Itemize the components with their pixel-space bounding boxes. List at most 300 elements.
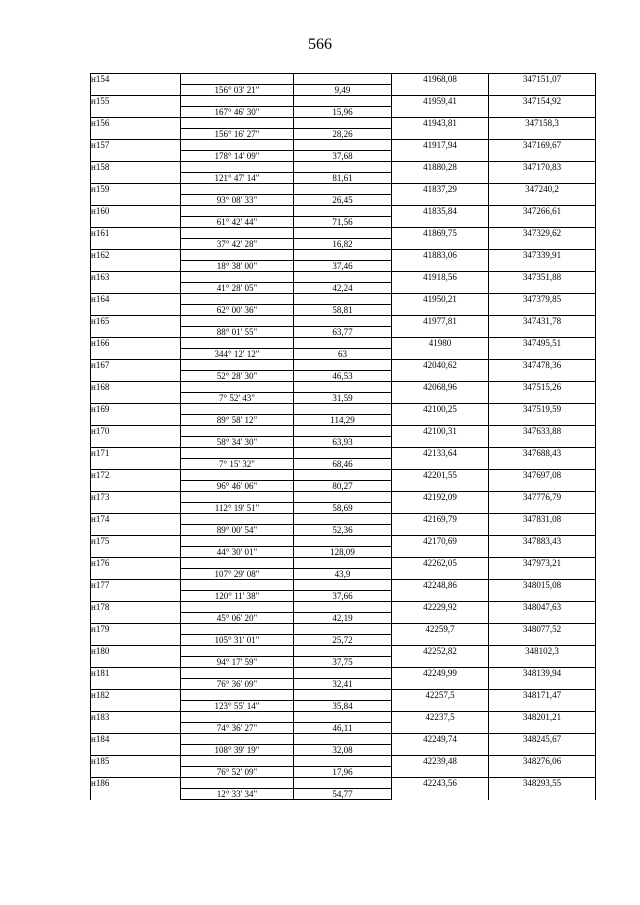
direction-angle: 96° 46' 06" [181, 481, 294, 492]
x-coordinate: 42237,5 [392, 712, 489, 723]
empty-cell [91, 745, 181, 756]
y-coordinate: 348171,47 [489, 690, 596, 701]
y-coordinate: 347697,08 [489, 470, 596, 481]
x-coordinate: 42252,82 [392, 646, 489, 657]
empty-cell [294, 690, 392, 701]
direction-angle: 94° 17' 59" [181, 657, 294, 668]
segment-row [91, 745, 596, 756]
y-coordinate: 348245,67 [489, 734, 596, 745]
segment-length: 32,08 [294, 745, 392, 756]
empty-cell [392, 679, 489, 690]
empty-cell [91, 327, 181, 338]
empty-cell [489, 107, 596, 118]
empty-cell [91, 437, 181, 448]
empty-cell [392, 85, 489, 96]
empty-cell [489, 569, 596, 580]
empty-cell [489, 217, 596, 228]
direction-angle: 44° 30' 01" [181, 547, 294, 558]
empty-cell [181, 338, 294, 349]
empty-cell [181, 404, 294, 415]
direction-angle: 167° 46' 30" [181, 107, 294, 118]
point-name: н155 [91, 96, 181, 107]
empty-cell [489, 525, 596, 536]
x-coordinate: 41943,81 [392, 118, 489, 129]
point-name: н172 [91, 470, 181, 481]
direction-angle: 45° 06' 20" [181, 613, 294, 624]
point-name: н168 [91, 382, 181, 393]
empty-cell [489, 635, 596, 646]
empty-cell [181, 382, 294, 393]
point-name: н163 [91, 272, 181, 283]
empty-cell [392, 195, 489, 206]
empty-cell [489, 195, 596, 206]
y-coordinate: 348201,21 [489, 712, 596, 723]
empty-cell [294, 712, 392, 723]
empty-cell [294, 668, 392, 679]
direction-angle: 76° 52' 09" [181, 767, 294, 778]
point-name: н162 [91, 250, 181, 261]
empty-cell [489, 459, 596, 470]
empty-cell [181, 316, 294, 327]
direction-angle: 344° 12' 12" [181, 349, 294, 360]
empty-cell [294, 74, 392, 85]
point-name: н182 [91, 690, 181, 701]
x-coordinate: 42243,56 [392, 778, 489, 789]
segment-row [91, 151, 596, 162]
direction-angle: 37° 42' 28" [181, 239, 294, 250]
segment-length: 46,53 [294, 371, 392, 382]
point-name: н165 [91, 316, 181, 327]
empty-cell [392, 415, 489, 426]
empty-cell [181, 448, 294, 459]
coordinates-table [90, 73, 596, 800]
segment-length: 42,24 [294, 283, 392, 294]
segment-length: 63 [294, 349, 392, 360]
y-coordinate: 348015,08 [489, 580, 596, 591]
segment-length: 80,27 [294, 481, 392, 492]
point-row [91, 316, 596, 327]
y-coordinate: 347776,79 [489, 492, 596, 503]
segment-row [91, 217, 596, 228]
empty-cell [489, 85, 596, 96]
direction-angle: 41° 28' 05" [181, 283, 294, 294]
point-name: н173 [91, 492, 181, 503]
segment-length: 42,19 [294, 613, 392, 624]
empty-cell [91, 657, 181, 668]
empty-cell [392, 481, 489, 492]
empty-cell [294, 228, 392, 239]
segment-row [91, 657, 596, 668]
direction-angle: 76° 36' 09" [181, 679, 294, 690]
x-coordinate: 41977,81 [392, 316, 489, 327]
direction-angle: 107° 29' 08" [181, 569, 294, 580]
segment-length: 28,26 [294, 129, 392, 140]
empty-cell [181, 602, 294, 613]
y-coordinate: 347266,61 [489, 206, 596, 217]
empty-cell [294, 602, 392, 613]
empty-cell [489, 591, 596, 602]
segment-length: 128,09 [294, 547, 392, 558]
point-row [91, 360, 596, 371]
segment-length: 31,59 [294, 393, 392, 404]
segment-length: 32,41 [294, 679, 392, 690]
point-row [91, 426, 596, 437]
point-name: н178 [91, 602, 181, 613]
empty-cell [489, 745, 596, 756]
x-coordinate: 41869,75 [392, 228, 489, 239]
point-row [91, 492, 596, 503]
direction-angle: 108° 39' 19" [181, 745, 294, 756]
point-row [91, 228, 596, 239]
empty-cell [392, 393, 489, 404]
empty-cell [392, 723, 489, 734]
direction-angle: 89° 00' 54" [181, 525, 294, 536]
point-row [91, 712, 596, 723]
direction-angle: 61° 42' 44" [181, 217, 294, 228]
empty-cell [181, 580, 294, 591]
y-coordinate: 348293,55 [489, 778, 596, 789]
empty-cell [91, 525, 181, 536]
empty-cell [392, 503, 489, 514]
empty-cell [91, 415, 181, 426]
empty-cell [294, 162, 392, 173]
direction-angle: 7° 52' 43" [181, 393, 294, 404]
empty-cell [392, 283, 489, 294]
point-row [91, 250, 596, 261]
x-coordinate: 42249,99 [392, 668, 489, 679]
point-row [91, 294, 596, 305]
empty-cell [181, 360, 294, 371]
empty-cell [489, 305, 596, 316]
x-coordinate: 42239,48 [392, 756, 489, 767]
point-name: н177 [91, 580, 181, 591]
segment-row [91, 261, 596, 272]
y-coordinate: 347151,07 [489, 74, 596, 85]
empty-cell [91, 635, 181, 646]
point-row [91, 756, 596, 767]
x-coordinate: 41968,08 [392, 74, 489, 85]
point-name: н183 [91, 712, 181, 723]
empty-cell [91, 151, 181, 162]
direction-angle: 93° 08' 33" [181, 195, 294, 206]
empty-cell [489, 239, 596, 250]
y-coordinate: 347339,91 [489, 250, 596, 261]
empty-cell [294, 338, 392, 349]
empty-cell [489, 437, 596, 448]
y-coordinate: 347519,59 [489, 404, 596, 415]
empty-cell [489, 349, 596, 360]
direction-angle: 121° 47' 14" [181, 173, 294, 184]
empty-cell [294, 646, 392, 657]
segment-row [91, 679, 596, 690]
point-row [91, 536, 596, 547]
empty-cell [489, 767, 596, 778]
segment-length: 63,77 [294, 327, 392, 338]
empty-cell [294, 734, 392, 745]
empty-cell [294, 250, 392, 261]
segment-length: 43,9 [294, 569, 392, 580]
point-name: н170 [91, 426, 181, 437]
segment-row [91, 547, 596, 558]
empty-cell [91, 767, 181, 778]
empty-cell [294, 778, 392, 789]
point-row [91, 646, 596, 657]
point-name: н154 [91, 74, 181, 85]
empty-cell [489, 547, 596, 558]
x-coordinate: 42100,25 [392, 404, 489, 415]
x-coordinate: 41959,41 [392, 96, 489, 107]
point-row [91, 140, 596, 151]
point-name: н181 [91, 668, 181, 679]
empty-cell [294, 470, 392, 481]
segment-length: 37,66 [294, 591, 392, 602]
y-coordinate: 348276,06 [489, 756, 596, 767]
empty-cell [392, 635, 489, 646]
segment-row [91, 767, 596, 778]
empty-cell [181, 734, 294, 745]
y-coordinate: 347688,43 [489, 448, 596, 459]
x-coordinate: 42170,69 [392, 536, 489, 547]
empty-cell [489, 657, 596, 668]
y-coordinate: 348102,3 [489, 646, 596, 657]
point-row [91, 206, 596, 217]
empty-cell [91, 613, 181, 624]
y-coordinate: 347154,92 [489, 96, 596, 107]
segment-row [91, 591, 596, 602]
y-coordinate: 347169,67 [489, 140, 596, 151]
segment-length: 26,45 [294, 195, 392, 206]
empty-cell [392, 129, 489, 140]
x-coordinate: 42248,86 [392, 580, 489, 591]
x-coordinate: 42192,09 [392, 492, 489, 503]
empty-cell [91, 349, 181, 360]
empty-cell [294, 360, 392, 371]
segment-length: 114,29 [294, 415, 392, 426]
empty-cell [392, 525, 489, 536]
point-row [91, 580, 596, 591]
empty-cell [91, 217, 181, 228]
y-coordinate: 347158,3 [489, 118, 596, 129]
y-coordinate: 347515,26 [489, 382, 596, 393]
empty-cell [392, 767, 489, 778]
empty-cell [91, 239, 181, 250]
segment-row [91, 327, 596, 338]
segment-length: 35,84 [294, 701, 392, 712]
empty-cell [489, 679, 596, 690]
point-name: н180 [91, 646, 181, 657]
empty-cell [392, 305, 489, 316]
empty-cell [181, 426, 294, 437]
segment-row [91, 173, 596, 184]
empty-cell [392, 107, 489, 118]
empty-cell [392, 239, 489, 250]
empty-cell [181, 690, 294, 701]
empty-cell [91, 569, 181, 580]
empty-cell [392, 151, 489, 162]
empty-cell [294, 316, 392, 327]
direction-angle: 12° 33' 34" [181, 789, 294, 800]
x-coordinate: 41837,29 [392, 184, 489, 195]
direction-angle: 112° 19' 51" [181, 503, 294, 514]
empty-cell [294, 140, 392, 151]
empty-cell [181, 206, 294, 217]
empty-cell [181, 646, 294, 657]
point-row [91, 162, 596, 173]
empty-cell [181, 778, 294, 789]
y-coordinate: 347170,83 [489, 162, 596, 173]
x-coordinate: 41883,06 [392, 250, 489, 261]
direction-angle: 156° 03' 21" [181, 85, 294, 96]
segment-length: 81,61 [294, 173, 392, 184]
y-coordinate: 347431,78 [489, 316, 596, 327]
y-coordinate: 347379,85 [489, 294, 596, 305]
empty-cell [294, 404, 392, 415]
direction-angle: 156° 16' 27" [181, 129, 294, 140]
point-name: н160 [91, 206, 181, 217]
empty-cell [489, 481, 596, 492]
empty-cell [294, 514, 392, 525]
x-coordinate: 42259,7 [392, 624, 489, 635]
direction-angle: 105° 31' 01" [181, 635, 294, 646]
x-coordinate: 42229,92 [392, 602, 489, 613]
y-coordinate: 347351,88 [489, 272, 596, 283]
segment-length: 68,46 [294, 459, 392, 470]
empty-cell [91, 723, 181, 734]
segment-length: 71,56 [294, 217, 392, 228]
empty-cell [181, 756, 294, 767]
empty-cell [181, 624, 294, 635]
segment-length: 9,49 [294, 85, 392, 96]
y-coordinate: 347633,88 [489, 426, 596, 437]
direction-angle: 89° 58' 12" [181, 415, 294, 426]
empty-cell [294, 580, 392, 591]
direction-angle: 178° 14' 09" [181, 151, 294, 162]
segment-row [91, 635, 596, 646]
point-row [91, 514, 596, 525]
empty-cell [181, 228, 294, 239]
point-row [91, 778, 596, 789]
empty-cell [91, 701, 181, 712]
empty-cell [181, 272, 294, 283]
segment-row [91, 503, 596, 514]
empty-cell [91, 789, 181, 800]
x-coordinate: 41918,56 [392, 272, 489, 283]
point-name: н186 [91, 778, 181, 789]
empty-cell [294, 558, 392, 569]
point-row [91, 690, 596, 701]
point-row [91, 448, 596, 459]
empty-cell [392, 261, 489, 272]
segment-row [91, 481, 596, 492]
empty-cell [294, 206, 392, 217]
segment-row [91, 195, 596, 206]
empty-cell [392, 591, 489, 602]
direction-angle: 120° 11' 38" [181, 591, 294, 602]
y-coordinate: 348077,52 [489, 624, 596, 635]
x-coordinate: 42257,5 [392, 690, 489, 701]
empty-cell [294, 382, 392, 393]
point-name: н156 [91, 118, 181, 129]
empty-cell [489, 151, 596, 162]
direction-angle: 58° 34' 30" [181, 437, 294, 448]
empty-cell [91, 503, 181, 514]
direction-angle: 74° 36' 27" [181, 723, 294, 734]
point-row [91, 558, 596, 569]
empty-cell [294, 624, 392, 635]
empty-cell [181, 184, 294, 195]
empty-cell [91, 85, 181, 96]
empty-cell [489, 415, 596, 426]
empty-cell [91, 195, 181, 206]
empty-cell [294, 756, 392, 767]
segment-row [91, 371, 596, 382]
empty-cell [392, 789, 489, 800]
segment-row [91, 85, 596, 96]
segment-row [91, 459, 596, 470]
segment-row [91, 349, 596, 360]
empty-cell [294, 272, 392, 283]
point-row [91, 668, 596, 679]
point-row [91, 602, 596, 613]
point-row [91, 74, 596, 85]
empty-cell [181, 470, 294, 481]
segment-length: 37,68 [294, 151, 392, 162]
empty-cell [181, 294, 294, 305]
point-name: н161 [91, 228, 181, 239]
x-coordinate: 42068,96 [392, 382, 489, 393]
point-name: н159 [91, 184, 181, 195]
empty-cell [91, 393, 181, 404]
empty-cell [91, 679, 181, 690]
empty-cell [91, 371, 181, 382]
x-coordinate: 42133,64 [392, 448, 489, 459]
empty-cell [91, 305, 181, 316]
segment-row [91, 415, 596, 426]
point-name: н185 [91, 756, 181, 767]
segment-row [91, 283, 596, 294]
direction-angle: 18° 38' 00" [181, 261, 294, 272]
empty-cell [392, 349, 489, 360]
point-name: н184 [91, 734, 181, 745]
segment-length: 63,93 [294, 437, 392, 448]
segment-row [91, 613, 596, 624]
segment-row [91, 789, 596, 800]
point-name: н164 [91, 294, 181, 305]
point-row [91, 272, 596, 283]
empty-cell [392, 371, 489, 382]
empty-cell [181, 140, 294, 151]
empty-cell [91, 481, 181, 492]
empty-cell [392, 459, 489, 470]
empty-cell [91, 591, 181, 602]
point-row [91, 118, 596, 129]
empty-cell [392, 437, 489, 448]
segment-length: 37,75 [294, 657, 392, 668]
empty-cell [392, 547, 489, 558]
empty-cell [181, 74, 294, 85]
segment-length: 52,36 [294, 525, 392, 536]
empty-cell [181, 492, 294, 503]
point-row [91, 184, 596, 195]
empty-cell [294, 448, 392, 459]
empty-cell [181, 558, 294, 569]
point-row [91, 404, 596, 415]
empty-cell [294, 184, 392, 195]
direction-angle: 123° 55' 14" [181, 701, 294, 712]
segment-row [91, 525, 596, 536]
point-name: н176 [91, 558, 181, 569]
empty-cell [91, 547, 181, 558]
